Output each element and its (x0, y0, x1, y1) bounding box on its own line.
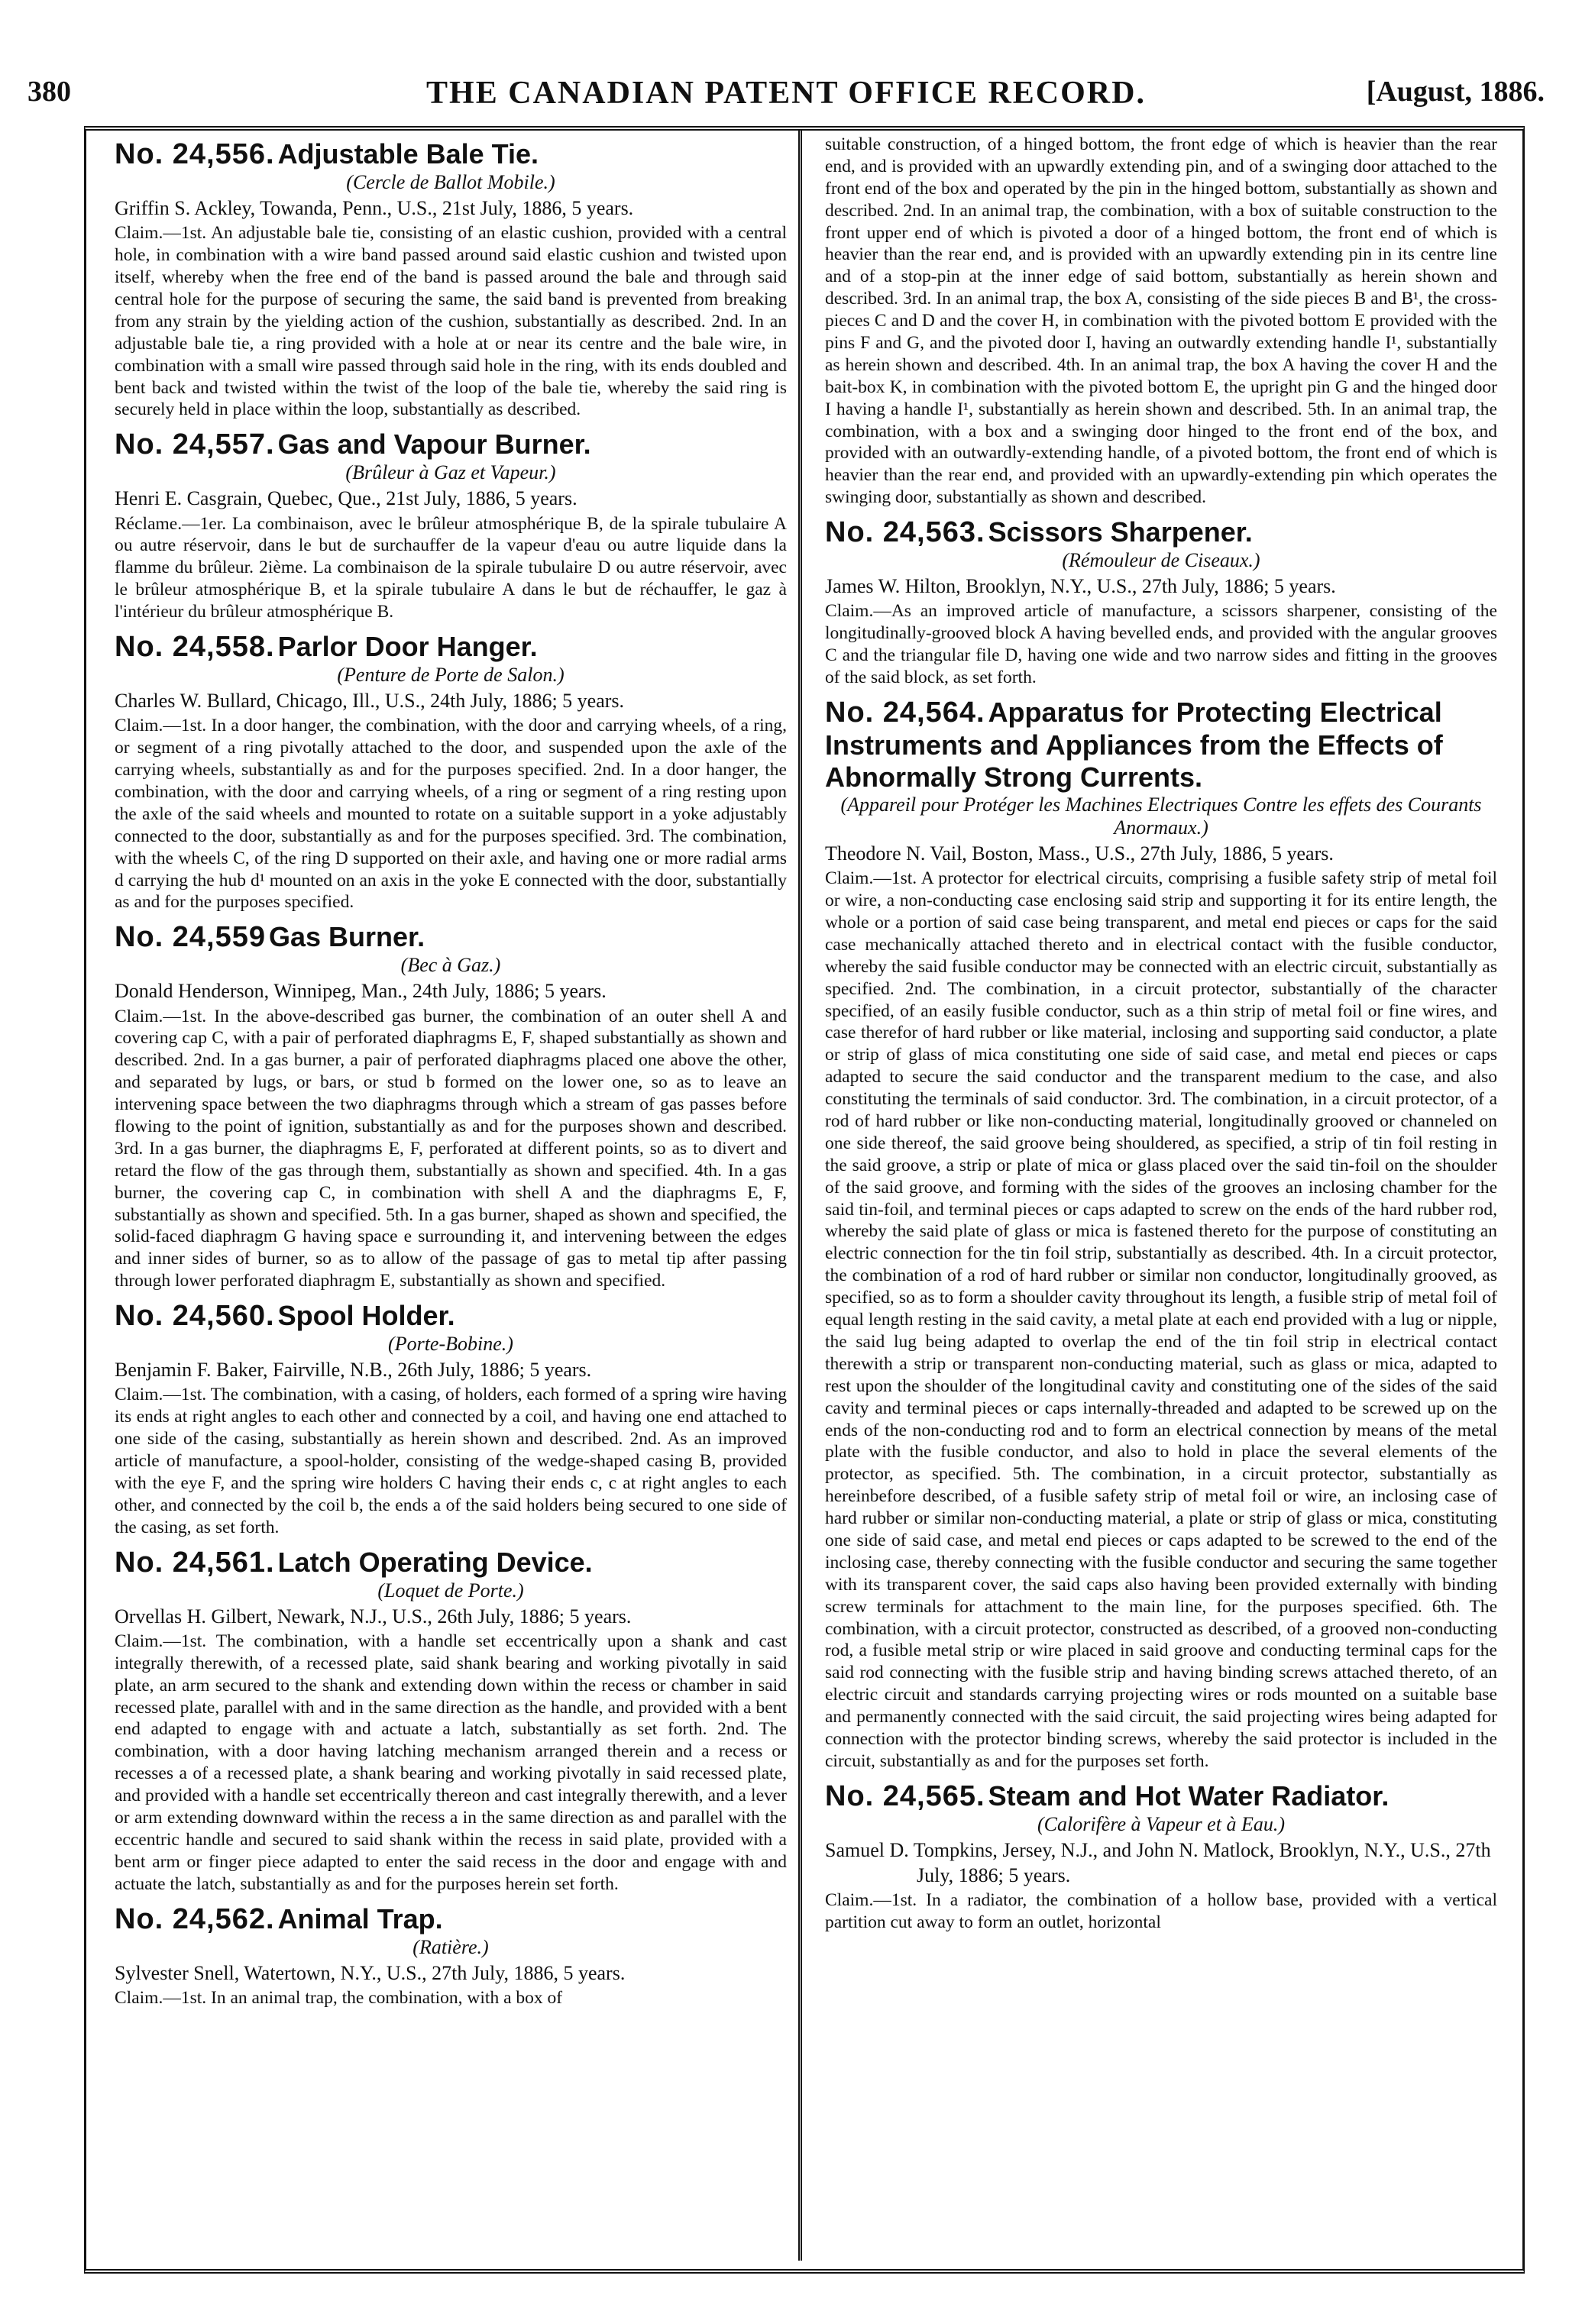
entry-heading (115, 1903, 787, 1936)
patent-title: Adjustable Bale Tie. (277, 138, 539, 170)
french-title: (Cercle de Ballot Mobile.) (346, 171, 555, 193)
patent-number: No. 24,558. (115, 631, 275, 663)
entry-heading (115, 631, 787, 664)
patent-number: No. 24,564. (825, 696, 985, 729)
inventor-line: Griffin S. Ackley, Towanda, Penn., U.S., 21st July, 1886, 5 years. (115, 197, 634, 219)
running-head (27, 70, 1545, 116)
claim-text: Réclame.—1er. La combinaison, avec le brûleur atmosphérique B, de la spirale tubulaire A ou autre réservoir, dans le but de surchauffer de la vapeur d'eau ou autre liquide dans la flamme du brûleur. 2ième. La combinaison de la spirale tubulaire D ou autre réservoir, avec le brûleur atmosphérique B, et la spirale tubulaire A dans le but de réchauffer, le gaz à l'intérieur du brûleur atmosphérique B. (115, 513, 787, 622)
patent-number: No. 24,560. (115, 1300, 275, 1333)
claim-text: Claim.—As an improved article of manufacture, a scissors sharpener, consisting of the longitudinally-grooved block A having bevelled ends, and provided with the angular grooves C and the triangular file D, having one wide and two narrow sides and fitting in the grooves of the said block, as set forth. (825, 601, 1497, 688)
patent-entry (825, 1780, 1497, 1934)
entry-heading (825, 1780, 1497, 1813)
french-title: (Penture de Porte de Salon.) (337, 664, 565, 686)
claim-text: Claim.—1st. In the above-described gas burner, the combination of an outer shell A and covering cap C, with a pair of perforated diaphragms E, F, shaped substantially as shown and described. 2nd. In a gas burner, a pair of perforated diaphragms placed one above the other, and separated by lugs, or bars, or stud b formed on the lower one, so as to leave an intervening space between the two diaphragms through which a stream of gas passes before flowing to the point of ignition, substantially as and for the purposes shown and described. 3rd. In a gas burner, the diaphragms E, F, perforated at different points, so as to divert and retard the flow of the gas through them, substantially as shown and specified. 4th. In a gas burner, the covering cap C, in combination with shell A and the diaphragms E, F, substantially as shown and specified. 5th. In a gas burner, shaped as shown and specified, the solid-faced diaphragm G having space e surrounding it, and intervening between the edges and inner sides of burner, so as to allow of the passage of gas to metal tip after passing through lower perforated diaphragm E, substantially as shown and specified. (115, 1006, 787, 1291)
entry-heading (825, 516, 1497, 549)
publication-title: THE CANADIAN PATENT OFFICE RECORD. (426, 76, 1146, 111)
inventor-line: Sylvester Snell, Watertown, N.Y., U.S., 27th July, 1886, 5 years. (115, 1961, 626, 1984)
inventor-line: Charles W. Bullard, Chicago, Ill., U.S., 24th July, 1886; 5 years. (115, 690, 625, 712)
patent-number: No. 24,556. (115, 138, 275, 170)
patent-entry (825, 516, 1497, 689)
column-divider (798, 130, 802, 2261)
patent-title: Animal Trap. (277, 1902, 443, 1935)
claim-text: suitable construction, of a hinged bottom, the front edge of which is heavier than the rear end, and is provided with an upwardly extending pin, and of a swinging door attached to the front end of the box and operated by the pin in the hinged bottom, substantially as shown and described. 2nd. In an animal trap, the combination, with a box of suitable construction to the front upper end of which is pivoted a door of a hinged bottom, the front end of which is heavier than the rear end, and is provided with an upwardly extending pin in its centre line and of a stop-pin at the inner edge of said bottom, substantially as herein shown and described. 3rd. In an animal trap, the box A, consisting of the side pieces B and B¹, the cross-pieces C and D and the cover H, in combination with the pivoted bottom E provided with the pins F and G, and the pivoted door I, having an outwardly extending handle I¹, substantially as herein shown and described. 4th. In an animal trap, the box A having the cover H and the bait-box K, in combination with the pivoted bottom E, the upright pin G and the hinged door I having a handle I¹, substantially as herein shown and described. 5th. In an animal trap, the combination, with a box and a swinging door hinged to the front end of the box, and provided with an outwardly-extending handle, of a pivoted bottom, the front end of which is heavier than the rear end, and provided with an upwardly-extending pin which operates the swinging door, substantially as shown and described. (825, 134, 1497, 508)
french-title: (Brûleur à Gaz et Vapeur.) (345, 461, 556, 484)
left-column (115, 134, 787, 2242)
inventor-line: Donald Henderson, Winnipeg, Man., 24th July, 1886; 5 years. (115, 980, 607, 1003)
patent-entry (115, 1903, 787, 2009)
patent-title: Parlor Door Hanger. (277, 631, 538, 662)
french-title: (Rémouleur de Ciseaux.) (1062, 549, 1260, 572)
entry-heading (115, 428, 787, 461)
entry-heading (825, 697, 1497, 794)
french-title: (Loquet de Porte.) (377, 1579, 524, 1602)
patent-number: No. 24,563. (825, 516, 985, 549)
inventor-line: Benjamin F. Baker, Fairville, N.B., 26th July, 1886; 5 years. (115, 1359, 592, 1382)
patent-number: No. 24,562. (115, 1902, 275, 1935)
patent-title: Gas and Vapour Burner. (277, 428, 591, 461)
patent-number: No. 24,559 (115, 921, 266, 954)
entry-heading (115, 1547, 787, 1579)
claim-text: Claim.—1st. The combination, with a casing, of holders, each formed of a spring wire having its ends at right angles to each other and connected by a coil, and having one end attached to one side of the casing, substantially as herein shown and described. 2nd. As an improved article of manufacture, a spool-holder, consisting of the wedge-shaped casing B, provided with the eye F, and the spring wire holders C having their ends c, c at right angles to each other, and connected by the coil b, the ends a of the said holders being secured to one side of the casing, as set forth. (115, 1385, 787, 1537)
patent-entry (825, 134, 1497, 509)
patent-number: No. 24,557. (115, 428, 275, 461)
patent-number: No. 24,565. (825, 1779, 985, 1812)
french-title: (Bec à Gaz.) (400, 954, 501, 977)
patent-title: Apparatus for Protecting Electrical Instruments and Appliances from the Effects of Abnormally Strong Currents. (825, 696, 1443, 793)
inventor-line: Henri E. Casgrain, Quebec, Que., 21st July, 1886, 5 years. (115, 487, 577, 510)
patent-entry (115, 138, 787, 421)
patent-title: Latch Operating Device. (277, 1546, 593, 1578)
patent-entry (115, 428, 787, 623)
patent-entry (115, 1547, 787, 1896)
patent-title: Gas Burner. (269, 921, 425, 953)
french-title: (Ratière.) (412, 1935, 489, 1958)
entry-heading (115, 138, 787, 171)
entry-heading (115, 921, 787, 954)
patent-title: Steam and Hot Water Radiator. (988, 1779, 1390, 1812)
claim-text: Claim.—1st. A protector for electrical circuits, comprising a fusible safety strip of metal foil or wire, a non-conducting case enclosing said strip and supporting it for its entire length, the whole or a portion of said case being transparent, and metal end pieces or caps for the said case mechanically attached thereto and in electrical contact with the fusible conductor, whereby the said fusible conductor may be connected with an electric circuit, substantially as specified. 2nd. The combination, in a circuit protector, substantially of the character specified, of an easily fusible conductor, such as a thin strip of metal foil or fine wires, and case therefor of hard rubber or like material, inclosing and supporting said conductor, a plate or strip of glass of mica constituting one side of said case, and metal end pieces or caps adapted to secure the said conductor and the transparent medium to the case, and also constituting the terminals of said conductor. 3rd. The combination, in a circuit protector, of a rod of hard rubber or like non-conducting material, longitudinally grooved or channeled on one side thereof, the said groove being shouldered, as specified, a strip of tin foil resting in the said groove, a strip or plate of mica or glass placed over the said tin-foil on the shoulder of the said groove, and forming with the sides of the grooves an inclosing chamber for the said tin-foil, and terminal pieces or caps adapted to screw on the ends of the hard rubber rod, whereby the said plate of glass or mica is fastened thereto for the purpose of constituting an electric connection for the tin foil strip, substantially as described. 4th. In a circuit protector, the combination of a rod of hard rubber or similar non conductor, longitudinally grooved, as specified, so as to form a shoulder cavity throughout its length, a fusible strip of metal foil of equal length resting in the said cavity, a metal plate at each end provided with a lug or nipple, the said lug being adapted to overlap the end of the tin foil strip in electrical contact therewith a strip or transparent non-conducting material, such as glass or mica, adapted to rest upon the shoulder of the longitudinal cavity and constituting one of the sides of the said cavity and terminal pieces or caps internally-threaded and adapted to be screwed up on the ends of the non-conducting rod and to form an electrical connection by means of the metal plate with the fusible conductor, and also to hold in place the several elements of the protector, as specified. 5th. The combination, in a circuit protector, substantially as hereinbefore described, of a fusible safety strip of metal foil or wire, an inclosing case of hard rubber or similar non-conducting material, a plate or strip of glass or mica, constituting one side of said case, and metal end pieces or caps adapted to be screwed to the end of the inclosing case, thereby connecting with the fusible conductor and securing the same together with its transparent cover, the said caps also having been provided externally with binding screw terminals for attachment to the main line, for the purposes specified. 6th. The combination, with a circuit protector, constructed as described, of a grooved non-conducting rod, a fusible metal strip or wire placed in said groove and conducting terminal caps for the said rod connecting with the fusible strip and having binding screws attached thereto, of an electric circuit and standards carrying projecting wires or rods mounted on a suitable base and permanently connected with the said circuit, the said projecting wires being adapted for connection with the protector binding screws, whereby the said protector is included in the circuit, substantially as and for the purposes set forth. (825, 868, 1497, 1771)
claim-text: Claim.—1st. In an animal trap, the combination, with a box of (115, 1987, 563, 2008)
entry-heading (115, 1300, 787, 1333)
patent-title: Scissors Sharpener. (988, 516, 1253, 548)
inventor-line: James W. Hilton, Brooklyn, N.Y., U.S., 27th July, 1886; 5 years. (825, 575, 1336, 598)
page-number: 380 (27, 76, 71, 108)
inventor-line: Samuel D. Tompkins, Jersey, N.J., and John N. Matlock, Brooklyn, N.Y., U.S., 27th July, 1886; 5 years. (825, 1838, 1491, 1887)
inventor-line: Orvellas H. Gilbert, Newark, N.J., U.S., 26th July, 1886; 5 years. (115, 1605, 632, 1627)
patent-entry (115, 631, 787, 913)
inventor-line: Theodore N. Vail, Boston, Mass., U.S., 27th July, 1886, 5 years. (825, 842, 1334, 865)
patent-title: Spool Holder. (277, 1300, 455, 1332)
patent-entry (115, 921, 787, 1292)
patent-number: No. 24,561. (115, 1546, 275, 1579)
claim-text: Claim.—1st. In a radiator, the combination of a hollow base, provided with a vertical partition cut away to form an outlet, horizontal (825, 1890, 1497, 1933)
patent-entry (825, 697, 1497, 1773)
french-title: (Porte-Bobine.) (388, 1333, 513, 1356)
claim-text: Claim.—1st. An adjustable bale tie, consisting of an elastic cushion, provided with a central hole, in combination with a wire band passed around said elastic cushion and twisted upon itself, whereby when the free end of the band is passed around the bale and through said central hole for the purpose of securing the same, the said band is prevented from breaking from any strain by the yielding action of the cushion, substantially as described. 2nd. In an adjustable bale tie, a ring provided with a hole at or near its centre and the bale wire, in combination with a small wire passed through said hole in the ring, with its ends doubled and bent back and twisted within the twist of the loop of the bale tie, whereby the said ring is securely held in place within the loop, substantially as described. (115, 223, 787, 420)
issue-date: [August, 1886. (1366, 76, 1545, 108)
claim-text: Claim.—1st. The combination, with a handle set eccentrically upon a shank and cast integrally therewith, of a recessed plate, said shank bearing and working pivotally in said plate, an arm secured to the shank and extending down within the recess or chamber in said recessed plate, parallel with and in the same direction as the handle, and provided with a bent end adapted to engage with and actuate a latch, substantially as set forth. 2nd. The combination, with a door having latching mechanism arranged therein and a recess or recesses a of a recessed plate, a shank bearing and working pivotally in said recessed plate, and provided with a handle set eccentrically thereon and cast integrally therewith, and a lever or arm extending downward within the recess a in the same direction as and parallel with the eccentric handle and secured to said shank within the recess in said plate, provided with a bent arm or finger piece adapted to enter the said recess in the door and engage with and actuate the latch, substantially as and for the purposes herein set forth. (115, 1631, 787, 1894)
french-title: (Appareil pour Protéger les Machines Electriques Contre les effets des Courants Anormaux.) (840, 793, 1482, 839)
right-column (825, 134, 1497, 2242)
french-title: (Calorifère à Vapeur et à Eau.) (1037, 1812, 1285, 1835)
patent-entry (115, 1300, 787, 1539)
claim-text: Claim.—1st. In a door hanger, the combination, with the door and carrying wheels, of a ring, or segment of a ring pivotally attached to the door, and suspended upon the axle of the carrying wheels, substantially as and for the purposes specified. 2nd. In a door hanger, the combination, with the door and carrying wheels, of a ring or segment of a ring resting upon the axle of the said wheels and mounted to rotate on a suitable support in a yoke adjustably connected to the door, substantially as and for the purposes specified. 3rd. The combination, with the wheels C, of the ring D supported on their axle, and having one or more radial arms d carrying the hub d¹ mounted on an axis in the yoke E connected with the door, substantially as and for the purposes specified. (115, 716, 787, 913)
